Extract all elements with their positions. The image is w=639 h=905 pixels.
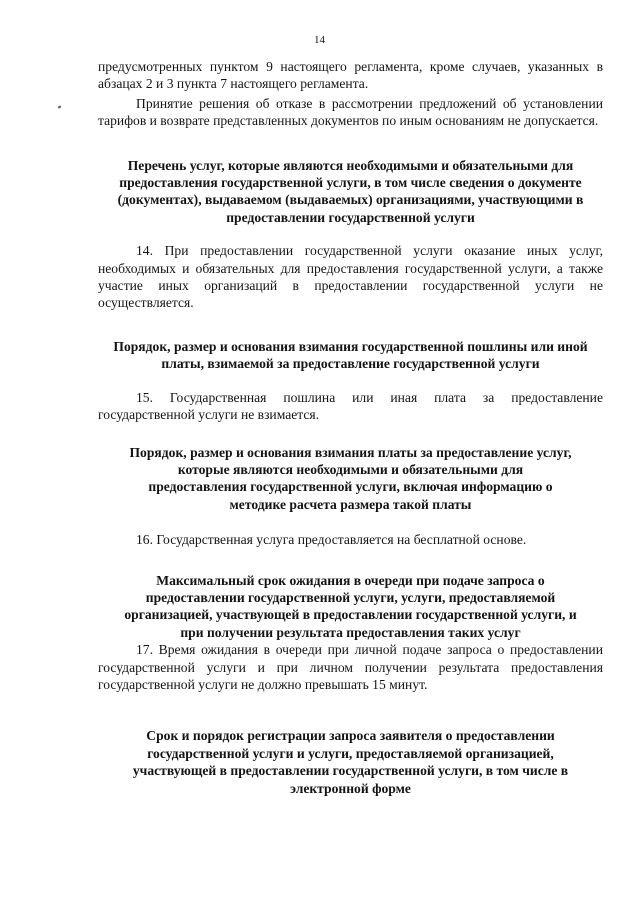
heading-fee-required-services: Порядок, размер и основания взимания платы за предоставление услуг, которые являются необходимыми и обязательными для предоставления государственной услуги, включая информацию о методике расчета размера такой платы [129,444,572,512]
heading-queue-time: Максимальный срок ожидания в очереди при подаче запроса о предоставлении государственной услуги, услуги, предоставляемой организацией, участвующей в предоставлении государственной услуги, и при получении результата предоставления таких услуг [124,572,577,640]
heading-required-services: Перечень услуг, которые являются необходимыми и обязательными для предоставления государственной услуги, в том числе сведения о документе (документах), выдаваемом (выдаваемых) организациями, участвующими в предоставлении государственной услуги [117,157,584,225]
paragraph-continuation: предусмотренных пунктом 9 настоящего регламента, кроме случаев, указанных в абзацах 2 и 3 пункта 7 настоящего регламента. [98,59,603,92]
paragraph-16: 16. Государственная услуга предоставляется на бесплатной основе. [136,532,527,548]
paragraph-14: 14. При предоставлении государственной услуги оказание иных услуг, необходимых и обязательных для предоставления государственной услуги, а также участие иных организаций в предоставлении государственной услуги не осуществляется. [98,243,603,311]
scan-mark [58,105,62,108]
heading-request-registration: Срок и порядок регистрации запроса заявителя о предоставлении государственной услуги и услуги, предоставляемой организацией, участвующей в предоставлении государственной услуги, в том числе в электронной форме [132,728,569,796]
paragraph-17: 17. Время ожидания в очереди при личной подаче запроса о предоставлении государственной услуги и при личном получении результата предоставления государственной услуги не должно превышать 15 минут. [98,642,603,692]
page-number: 14 [314,34,325,46]
paragraph-15: 15. Государственная пошлина или иная плата за предоставление государственной услуги не взимается. [98,389,603,423]
paragraph-refusal: Принятие решения об отказе в рассмотрении предложений об установлении тарифов и возврате представленных документов по иным основаниям не допускается. [98,95,603,129]
document-body [98,58,603,797]
heading-state-fee: Порядок, размер и основания взимания государственной пошлины или иной платы, взимаемой за предоставление государственной услуги [113,338,588,372]
